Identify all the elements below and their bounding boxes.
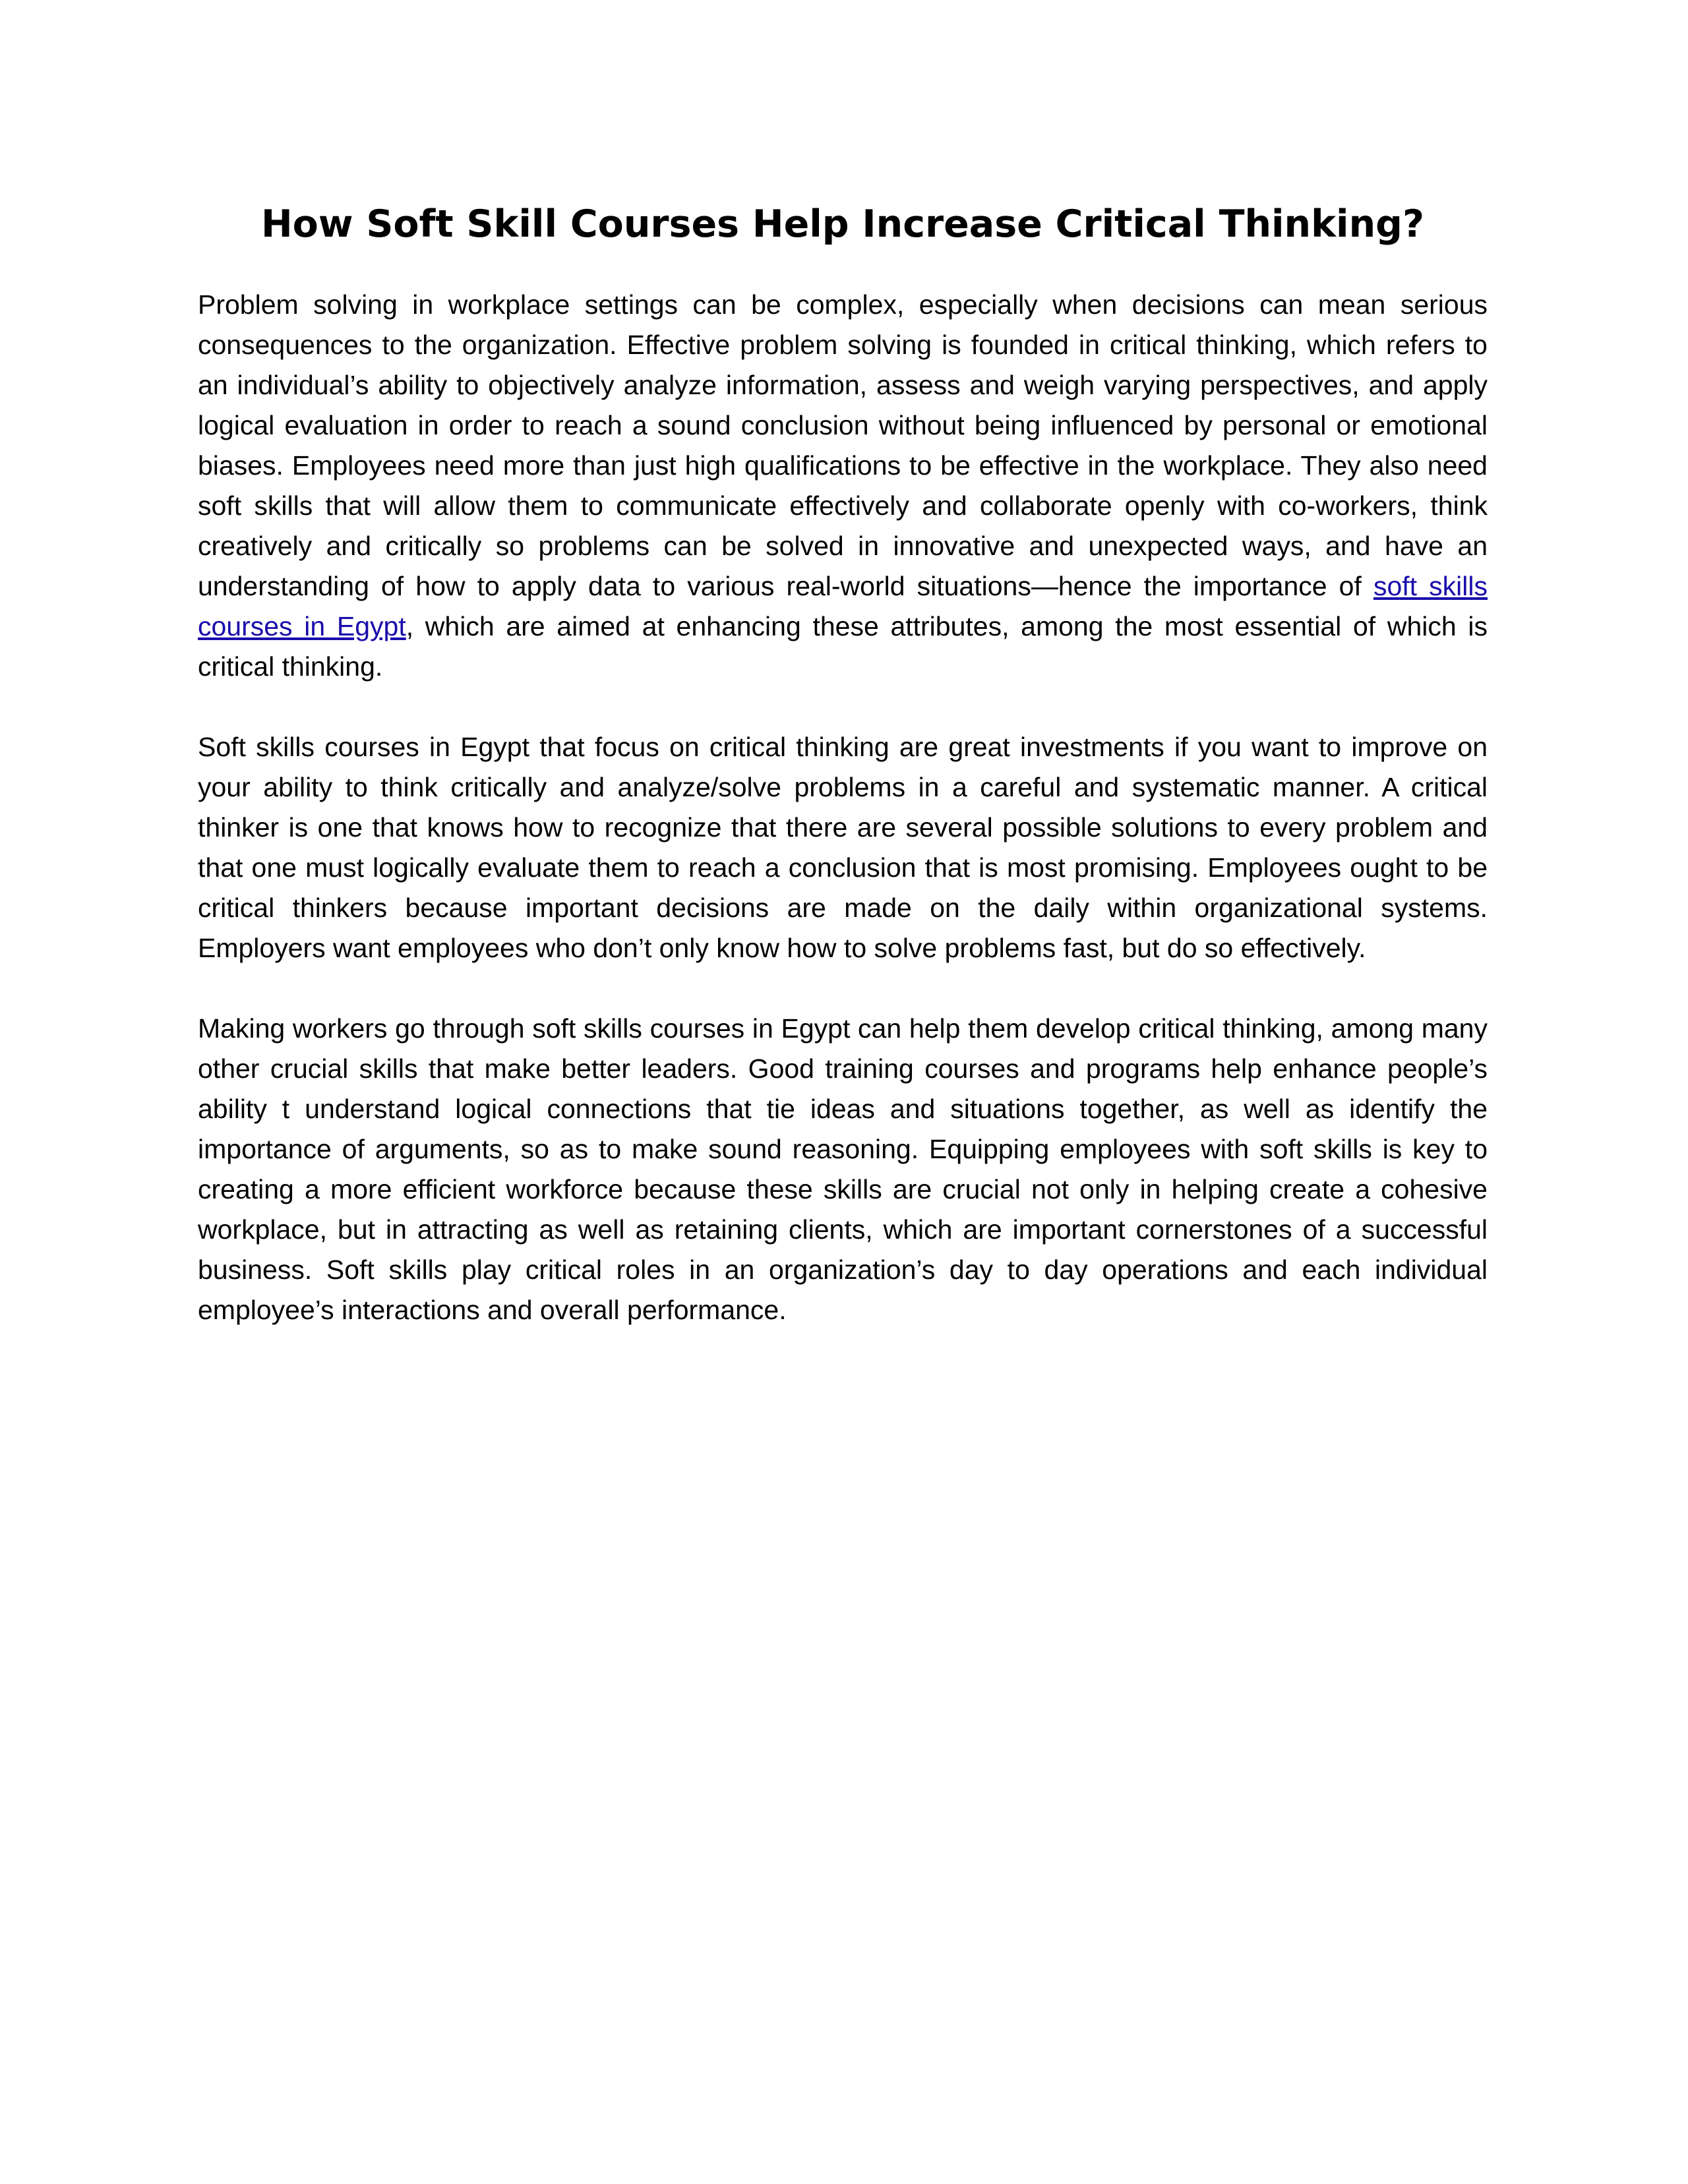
paragraph-2: Soft skills courses in Egypt that focus on critical thinking are great investments if you want to improve on your ability to think critically and analyze/solve problems in a careful and systematic manner. A critical thinker is one that knows how to recognize that there are several possible solutions to every problem and that one must logically evaluate them to reach a conclusion that is most promising. Employees ought to be critical thinkers because important decisions are made on the daily within organizational systems. Employers want employees who don’t only know how to solve problems fast, but do so effectively. — [198, 732, 1488, 963]
paragraph-1-text-before-link: Problem solving in workplace settings can be complex, especially when decisions can mean serious consequences to the organization. Effective problem solving is founded in critical thinking, which refers to an individual’s ability to objectively analyze information, assess and weigh varying perspectives, and apply logical evaluation in order to reach a sound conclusion without being influenced by personal or emotional biases. Employees need more than just high qualifications to be effective in the workplace. They also need soft skills that will allow them to communicate effectively and collaborate openly with co-workers, think creatively and critically so problems can be solved in innovative and unexpected ways, and have an understanding of how to apply data to various real-world situations—hence the importance of — [198, 289, 1488, 601]
soft-skills-courses-link[interactable]: soft skills courses in Egypt — [198, 571, 1488, 641]
paragraph-1 — [198, 285, 1488, 687]
document-page — [198, 198, 1488, 1330]
document-title: How Soft Skill Courses Help Increase Critical Thinking? — [260, 202, 1425, 246]
paragraph-3: Making workers go through soft skills courses in Egypt can help them develop critical thinking, among many other crucial skills that make better leaders. Good training courses and programs help enhance people’s ability t understand logical connections that tie ideas and situations together, as well as identify the importance of arguments, so as to make sound reasoning. Equipping employees with soft skills is key to creating a more efficient workforce because these skills are crucial not only in helping create a cohesive workplace, but in attracting as well as retaining clients, which are important cornerstones of a successful business. Soft skills play critical roles in an organization’s day to day operations and each individual employee’s interactions and overall performance. — [198, 1013, 1488, 1325]
paragraph-1-text-after-link: , which are aimed at enhancing these attributes, among the most essential of which is critical thinking. — [198, 611, 1488, 682]
